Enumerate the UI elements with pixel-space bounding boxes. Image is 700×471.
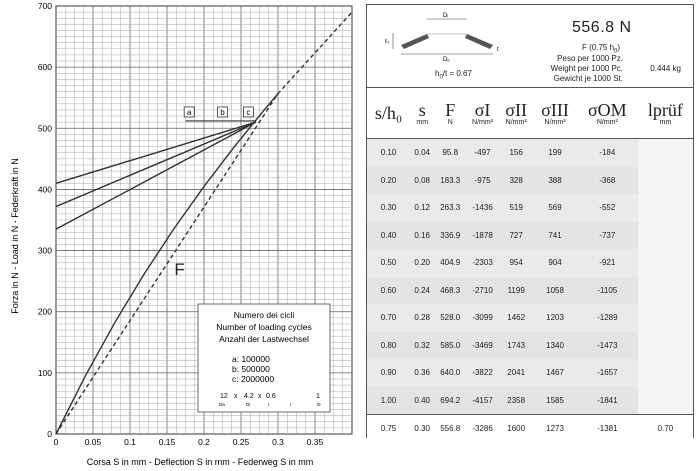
legend-dim-t: 0.6 <box>266 393 276 400</box>
table-cell: -975 <box>466 167 499 195</box>
table-cell <box>638 359 693 387</box>
y-tick-label: 700 <box>37 1 52 11</box>
table-cell: 263.3 <box>434 194 466 222</box>
x-axis-label: Corsa S in mm - Deflection S in mm - Federweg S in mm <box>86 457 314 467</box>
table-cell: 727 <box>499 222 533 250</box>
col-header-symbol: s <box>418 99 426 120</box>
table-cell: 0.75 <box>367 415 410 442</box>
ratio-sub: 0 <box>439 74 443 81</box>
curve-label-F: F <box>174 260 185 280</box>
col-header-unit: mm <box>416 118 429 126</box>
col-header-unit: N/mm² <box>472 118 494 126</box>
x-tick-label: 0.2 <box>198 437 210 447</box>
table-cell: 0.24 <box>410 277 435 305</box>
col-header-symbol: σII <box>505 99 528 120</box>
table-row <box>367 277 693 305</box>
table-cell: 694.2 <box>434 387 466 415</box>
table-cell <box>638 139 693 167</box>
table-cell: 0.32 <box>410 332 435 360</box>
table-cell: -1289 <box>577 304 638 332</box>
y-tick-label: 500 <box>37 123 52 134</box>
legend-sub-l0: l0 <box>317 402 321 407</box>
weight-de: Gewicht je 1000 St. <box>553 74 623 83</box>
col-header <box>638 88 693 139</box>
table-cell: -1105 <box>577 277 638 305</box>
table-cell: 183.3 <box>434 167 466 195</box>
table-row <box>367 194 693 222</box>
table-cell <box>638 249 693 277</box>
table-cell: -3286 <box>466 415 499 442</box>
table-cell: 528.0 <box>434 304 466 332</box>
col-header-unit: N/mm² <box>596 118 618 126</box>
table-cell: -1878 <box>466 222 499 250</box>
col-header-unit: N/mm² <box>505 118 527 126</box>
x-tick-label: 0.25 <box>232 437 250 447</box>
table-cell: 0.12 <box>410 194 435 222</box>
table-cell <box>638 332 693 360</box>
cycles-legend <box>198 304 330 412</box>
table-cell: 0.40 <box>367 222 410 250</box>
y-tick-label: 100 <box>37 367 52 378</box>
col-header <box>466 88 499 139</box>
x-tick-label: 0.1 <box>124 437 136 447</box>
weight-en: Weight per 1000 Pc. <box>550 64 623 73</box>
table-cell: 328 <box>499 167 533 195</box>
table-cell: 0.70 <box>367 304 410 332</box>
legend-entry-c: c: 2000000 <box>232 374 275 384</box>
col-header-symbol: lprüf <box>647 99 683 120</box>
table-cell: 1585 <box>533 387 577 415</box>
table-row <box>367 249 693 277</box>
table-cell <box>638 167 693 195</box>
ratio-main: h <box>435 69 440 78</box>
legend-dim-l0: 1 <box>316 393 320 400</box>
table-cell: -4157 <box>466 387 499 415</box>
spring-spec-box <box>367 5 693 88</box>
curve-label-a: a <box>186 107 192 117</box>
col-header <box>533 88 577 139</box>
diagram-label-t: t <box>497 47 499 53</box>
y-axis-label: Forza in N - Load in N - Federkraft in N <box>10 158 20 314</box>
col-header-unit: mm <box>659 118 672 126</box>
table-header-row <box>367 88 693 139</box>
force-note <box>582 43 620 55</box>
diagram-label-di: Dᵢ <box>443 13 449 19</box>
table-cell: -737 <box>577 222 638 250</box>
legend-sub-da: Da <box>219 402 225 407</box>
diagram-label-de: Dₑ <box>443 57 450 63</box>
col-header <box>367 88 410 139</box>
col-header-symbol: s/h₀ <box>374 103 403 123</box>
legend-sub-t: t <box>268 402 270 407</box>
table-row <box>367 304 693 332</box>
table-cell: 2358 <box>499 387 533 415</box>
table-row <box>367 387 693 415</box>
disc-spring-diagram <box>371 9 521 73</box>
table-cell: 1600 <box>499 415 533 442</box>
table-cell: -368 <box>577 167 638 195</box>
table-cell: 468.3 <box>434 277 466 305</box>
table-row <box>367 332 693 360</box>
table-cell: 1058 <box>533 277 577 305</box>
x-tick-label: 0.3 <box>272 437 284 447</box>
table-cell: 156 <box>499 139 533 167</box>
table-cell: -1436 <box>466 194 499 222</box>
col-header-symbol: σIII <box>541 99 569 120</box>
table-cell: 1.00 <box>367 387 410 415</box>
legend-dim-x1: x <box>234 393 238 400</box>
col-header <box>434 88 466 139</box>
table-cell: 519 <box>499 194 533 222</box>
table-cell: 1340 <box>533 332 577 360</box>
table-cell: -1657 <box>577 359 638 387</box>
table-cell: 1743 <box>499 332 533 360</box>
x-tick-label: 0.35 <box>306 437 324 447</box>
table-cell: 1462 <box>499 304 533 332</box>
table-cell: -2303 <box>466 249 499 277</box>
rated-force: 556.8 N <box>572 19 632 36</box>
legend-sub-r: r <box>290 402 292 407</box>
y-tick-label: 0 <box>47 429 52 439</box>
legend-dim-di: 4.2 <box>244 393 254 400</box>
x-tick-label: 0 <box>53 437 59 447</box>
y-tick-label: 400 <box>37 184 52 195</box>
table-cell: 0.28 <box>410 304 435 332</box>
table-cell: 1203 <box>533 304 577 332</box>
table-cell: -552 <box>577 194 638 222</box>
table-cell: 0.20 <box>367 167 410 195</box>
table-cell: 0.04 <box>410 139 435 167</box>
table-cell: 585.0 <box>434 332 466 360</box>
legend-line-2: Number of loading cycles <box>216 322 312 332</box>
table-cell: 388 <box>533 167 577 195</box>
ratio-end: /t = 0.67 <box>442 69 472 78</box>
legend-entry-a: a: 100000 <box>232 354 270 364</box>
weight-value: 0.444 kg <box>650 64 681 73</box>
table-cell: 0.70 <box>638 415 693 442</box>
table-cell: -3469 <box>466 332 499 360</box>
table-cell: -2710 <box>466 277 499 305</box>
y-tick-label: 600 <box>37 62 52 73</box>
table-footer-row <box>367 415 693 442</box>
table-cell: -3099 <box>466 304 499 332</box>
table-cell: -1473 <box>577 332 638 360</box>
table-cell: 0.50 <box>367 249 410 277</box>
curve-label-c: c <box>246 107 251 117</box>
x-tick-label: 0.05 <box>84 437 102 447</box>
height-thickness-ratio <box>435 69 472 81</box>
weight-it: Peso per 1000 Pz. <box>557 54 623 63</box>
legend-line-1: Numero dei cicli <box>233 310 295 320</box>
table-cell: 0.80 <box>367 332 410 360</box>
table-cell: 404.9 <box>434 249 466 277</box>
table-row <box>367 222 693 250</box>
table-cell: 0.20 <box>410 249 435 277</box>
table-cell <box>638 304 693 332</box>
table-cell: 0.90 <box>367 359 410 387</box>
force-note-end: ) <box>617 43 621 52</box>
table-cell: 0.36 <box>410 359 435 387</box>
col-header-unit: N/mm² <box>544 118 566 126</box>
table-cell: 741 <box>533 222 577 250</box>
table-cell: 640.0 <box>434 359 466 387</box>
table-cell: 1273 <box>533 415 577 442</box>
table-cell: -921 <box>577 249 638 277</box>
col-header-unit: N <box>447 118 453 126</box>
force-note-sub: 0 <box>614 48 618 55</box>
legend-dim-x2: x <box>258 393 262 400</box>
table-cell: 199 <box>533 139 577 167</box>
table-cell: 0.60 <box>367 277 410 305</box>
legend-entry-b: b: 500000 <box>232 364 270 374</box>
y-tick-label: 200 <box>37 306 52 317</box>
col-header <box>499 88 533 139</box>
table-cell: 0.08 <box>410 167 435 195</box>
table-cell: 336.9 <box>434 222 466 250</box>
table-row <box>367 359 693 387</box>
col-header <box>410 88 435 139</box>
table-cell: 0.30 <box>367 194 410 222</box>
table-row <box>367 167 693 195</box>
table-cell: 0.40 <box>410 387 435 415</box>
force-note-main: F (0.75 h <box>582 43 615 52</box>
table-cell: 95.8 <box>434 139 466 167</box>
table-cell <box>638 222 693 250</box>
legend-dim-da: 12 <box>220 393 228 400</box>
table-cell: 569 <box>533 194 577 222</box>
legend-line-3: Anzahl der Lastwechsel <box>219 334 309 344</box>
curve-label-b: b <box>220 107 225 117</box>
col-header <box>577 88 638 139</box>
y-tick-label: 300 <box>37 245 52 256</box>
table-cell <box>638 387 693 415</box>
table-cell: 0.16 <box>410 222 435 250</box>
table-cell: 904 <box>533 249 577 277</box>
diagram-label-lo: ℓ₀ <box>385 39 390 45</box>
x-tick-label: 0.15 <box>158 437 176 447</box>
table-body <box>367 139 693 415</box>
table-cell: 1467 <box>533 359 577 387</box>
spring-data-panel <box>366 4 694 438</box>
col-header-symbol: F <box>445 99 456 120</box>
table-cell: -3822 <box>466 359 499 387</box>
table-cell: 1199 <box>499 277 533 305</box>
table-cell: 0.10 <box>367 139 410 167</box>
table-row <box>367 139 693 167</box>
table-cell: 556.8 <box>434 415 466 442</box>
legend-sub-di: Di <box>246 402 251 407</box>
table-cell: 2041 <box>499 359 533 387</box>
table-cell: 0.30 <box>410 415 435 442</box>
load-stress-table <box>367 88 693 441</box>
col-header-symbol: σI <box>474 99 491 120</box>
table-cell: -1841 <box>577 387 638 415</box>
table-cell <box>638 277 693 305</box>
table-cell: -497 <box>466 139 499 167</box>
table-cell: -1381 <box>577 415 638 442</box>
table-cell: 954 <box>499 249 533 277</box>
table-cell <box>638 194 693 222</box>
col-header-symbol: σOM <box>587 99 627 120</box>
table-cell: -184 <box>577 139 638 167</box>
